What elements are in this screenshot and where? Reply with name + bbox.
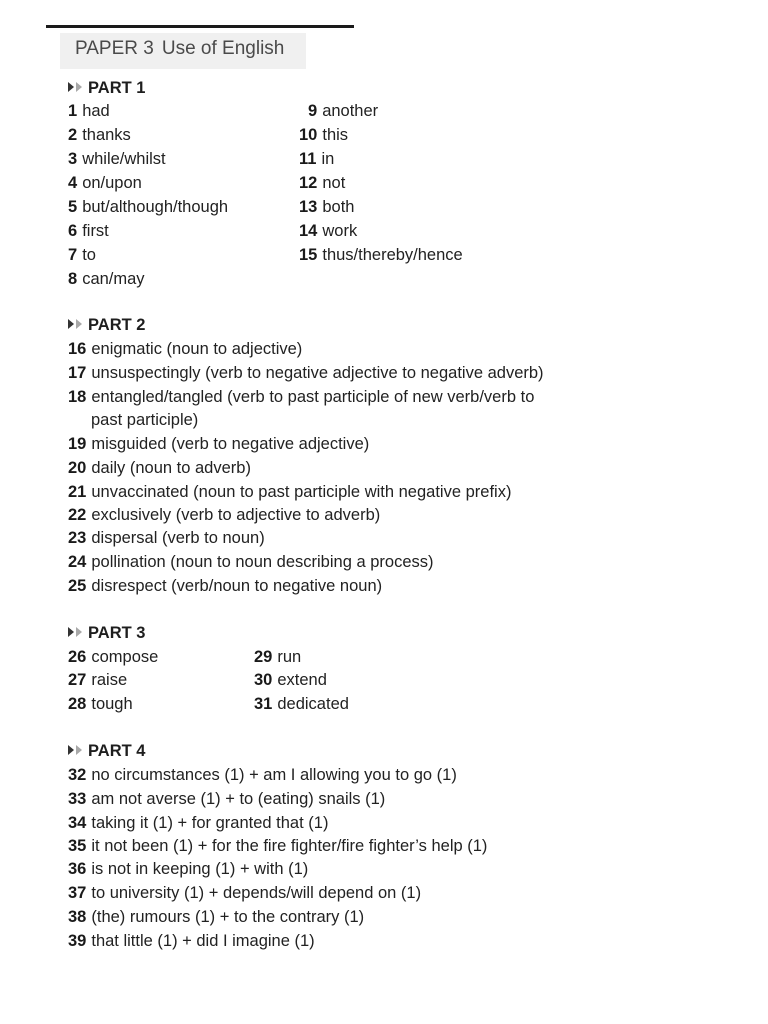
answer-number: 32 [68, 766, 87, 784]
part-1-title: PART 1 [88, 79, 146, 97]
answer-text: disrespect (verb/noun to negative noun) [91, 577, 383, 595]
answer-text: pollination (noun to noun describing a process) [91, 553, 434, 571]
answer-text: on/upon [82, 174, 142, 192]
answer-line-4 [68, 172, 142, 194]
answer-number: 1 [68, 102, 78, 120]
answer-line-3 [68, 148, 166, 170]
answer-text: taking it (1) + for granted that (1) [91, 814, 329, 832]
answer-number: 16 [68, 340, 87, 358]
answer-text: entangled/tangled (verb to past participle of new verb/verb to [91, 388, 535, 406]
answer-text: work [322, 222, 358, 240]
answer-number: 25 [68, 577, 87, 595]
answer-text: but/although/though [82, 198, 229, 216]
answer-text: to university (1) + depends/will depend on (1) [91, 884, 422, 902]
answer-text: can/may [82, 270, 145, 288]
answer-line-8 [68, 268, 145, 290]
answer-number: 24 [68, 553, 87, 571]
answer-number: 4 [68, 174, 78, 192]
answer-text: unvaccinated (noun to past participle with negative prefix) [91, 483, 512, 501]
answer-number: 33 [68, 790, 87, 808]
part-3-header [68, 621, 145, 644]
top-rule [46, 25, 354, 28]
answer-number: 29 [254, 648, 273, 666]
answer-text: while/whilst [82, 150, 166, 168]
answer-text: had [82, 102, 110, 120]
answer-line-11 [299, 148, 334, 170]
answer-line-21 [68, 481, 511, 503]
answer-text: thanks [82, 126, 131, 144]
answer-line-20 [68, 457, 251, 479]
answer-text: exclusively (verb to adjective to adverb) [91, 506, 381, 524]
paper-number: PAPER 3 [75, 38, 154, 59]
answer-text: compose [91, 648, 159, 666]
paper-subject: Use of English [161, 38, 285, 59]
answer-line-32 [68, 764, 457, 786]
answer-line-10 [299, 124, 348, 146]
answer-line-5 [68, 196, 228, 218]
answer-text: enigmatic (noun to adjective) [91, 340, 303, 358]
double-arrow-icon [68, 621, 84, 643]
answer-text: that little (1) + did I imagine (1) [91, 932, 315, 950]
answer-number: 27 [68, 671, 87, 689]
part-1-header [68, 76, 145, 99]
answer-line-14 [299, 220, 357, 242]
answer-text: dedicated [277, 695, 349, 713]
part-2-title: PART 2 [88, 316, 146, 334]
answer-line-9 [308, 100, 378, 122]
answer-number: 12 [299, 174, 318, 192]
answer-text: another [322, 102, 379, 120]
answer-number: 39 [68, 932, 87, 950]
answer-line-33 [68, 788, 385, 810]
answer-number: 17 [68, 364, 87, 382]
answer-line-18 [68, 386, 534, 408]
answer-number: 19 [68, 435, 87, 453]
part-3-title: PART 3 [88, 624, 146, 642]
answer-line-22 [68, 504, 380, 526]
answer-line-30 [254, 669, 327, 691]
answer-number: 13 [299, 198, 318, 216]
paper-title [75, 37, 284, 61]
answer-line-16 [68, 338, 302, 360]
answer-text: not [322, 174, 346, 192]
answer-number: 22 [68, 506, 87, 524]
answer-number: 18 [68, 388, 87, 406]
answer-number: 31 [254, 695, 273, 713]
answer-number: 36 [68, 860, 87, 878]
answer-number: 30 [254, 671, 273, 689]
answer-number: 34 [68, 814, 87, 832]
answer-text: am not averse (1) + to (eating) snails (1) [91, 790, 386, 808]
answer-line-29 [254, 646, 301, 668]
answer-number: 20 [68, 459, 87, 477]
answer-number: 37 [68, 884, 87, 902]
answer-number: 15 [299, 246, 318, 264]
answer-line-24 [68, 551, 434, 573]
part-4-header [68, 739, 145, 762]
answer-number: 11 [299, 150, 317, 168]
answer-number: 2 [68, 126, 78, 144]
answer-line-15 [299, 244, 463, 266]
answer-text: in [321, 150, 335, 168]
answer-line-19 [68, 433, 369, 455]
answer-text: extend [277, 671, 327, 689]
answer-number: 26 [68, 648, 87, 666]
answer-line-36 [68, 858, 308, 880]
answer-text: tough [91, 695, 133, 713]
answer-text: (the) rumours (1) + to the contrary (1) [91, 908, 365, 926]
answer-text: past participle) [91, 411, 199, 429]
answer-number: 5 [68, 198, 78, 216]
answer-line-2 [68, 124, 131, 146]
answer-number: 6 [68, 222, 78, 240]
answer-line-26 [68, 646, 158, 668]
answer-text: both [322, 198, 355, 216]
answer-text: run [277, 648, 302, 666]
answer-line-37 [68, 882, 421, 904]
answer-text: misguided (verb to negative adjective) [91, 435, 370, 453]
answer-line-31 [254, 693, 349, 715]
answer-text: no circumstances (1) + am I allowing you to go (1) [91, 766, 457, 784]
answer-text: thus/thereby/hence [322, 246, 463, 264]
answer-number: 9 [308, 102, 318, 120]
answer-line-7 [68, 244, 96, 266]
answer-line-27 [68, 669, 127, 691]
answer-number: 10 [299, 126, 318, 144]
answer-text: raise [91, 671, 128, 689]
answer-line-28 [68, 693, 133, 715]
answer-line-1 [68, 100, 110, 122]
answer-line-34 [68, 812, 328, 834]
answer-text: this [322, 126, 349, 144]
answer-text: dispersal (verb to noun) [91, 529, 265, 547]
double-arrow-icon [68, 76, 84, 98]
answer-line-12 [299, 172, 345, 194]
answer-number: 21 [68, 483, 87, 501]
part-4-title: PART 4 [88, 742, 146, 760]
answer-number: 7 [68, 246, 78, 264]
answer-text: it not been (1) + for the fire fighter/fire fighter’s help (1) [91, 837, 488, 855]
answer-number: 8 [68, 270, 78, 288]
answer-number: 35 [68, 837, 87, 855]
answer-line-17 [68, 362, 544, 384]
answer-line-25 [68, 575, 382, 597]
answer-line-39 [68, 930, 315, 952]
answer-line-6 [68, 220, 109, 242]
answer-text: is not in keeping (1) + with (1) [91, 860, 309, 878]
answer-text: daily (noun to adverb) [91, 459, 251, 477]
answer-number: 28 [68, 695, 87, 713]
answer-number: 3 [68, 150, 78, 168]
answer-line-38 [68, 906, 364, 928]
double-arrow-icon [68, 739, 84, 761]
answer-line-13 [299, 196, 354, 218]
answer-line-18-continued [91, 409, 198, 431]
double-arrow-icon [68, 313, 84, 335]
answer-text: first [82, 222, 109, 240]
answer-number: 14 [299, 222, 318, 240]
answer-line-23 [68, 527, 265, 549]
part-2-header [68, 313, 145, 336]
answer-line-35 [68, 835, 487, 857]
answer-number: 38 [68, 908, 87, 926]
answer-number: 23 [68, 529, 87, 547]
answer-text: to [82, 246, 96, 264]
answer-text: unsuspectingly (verb to negative adjective to negative adverb) [91, 364, 544, 382]
